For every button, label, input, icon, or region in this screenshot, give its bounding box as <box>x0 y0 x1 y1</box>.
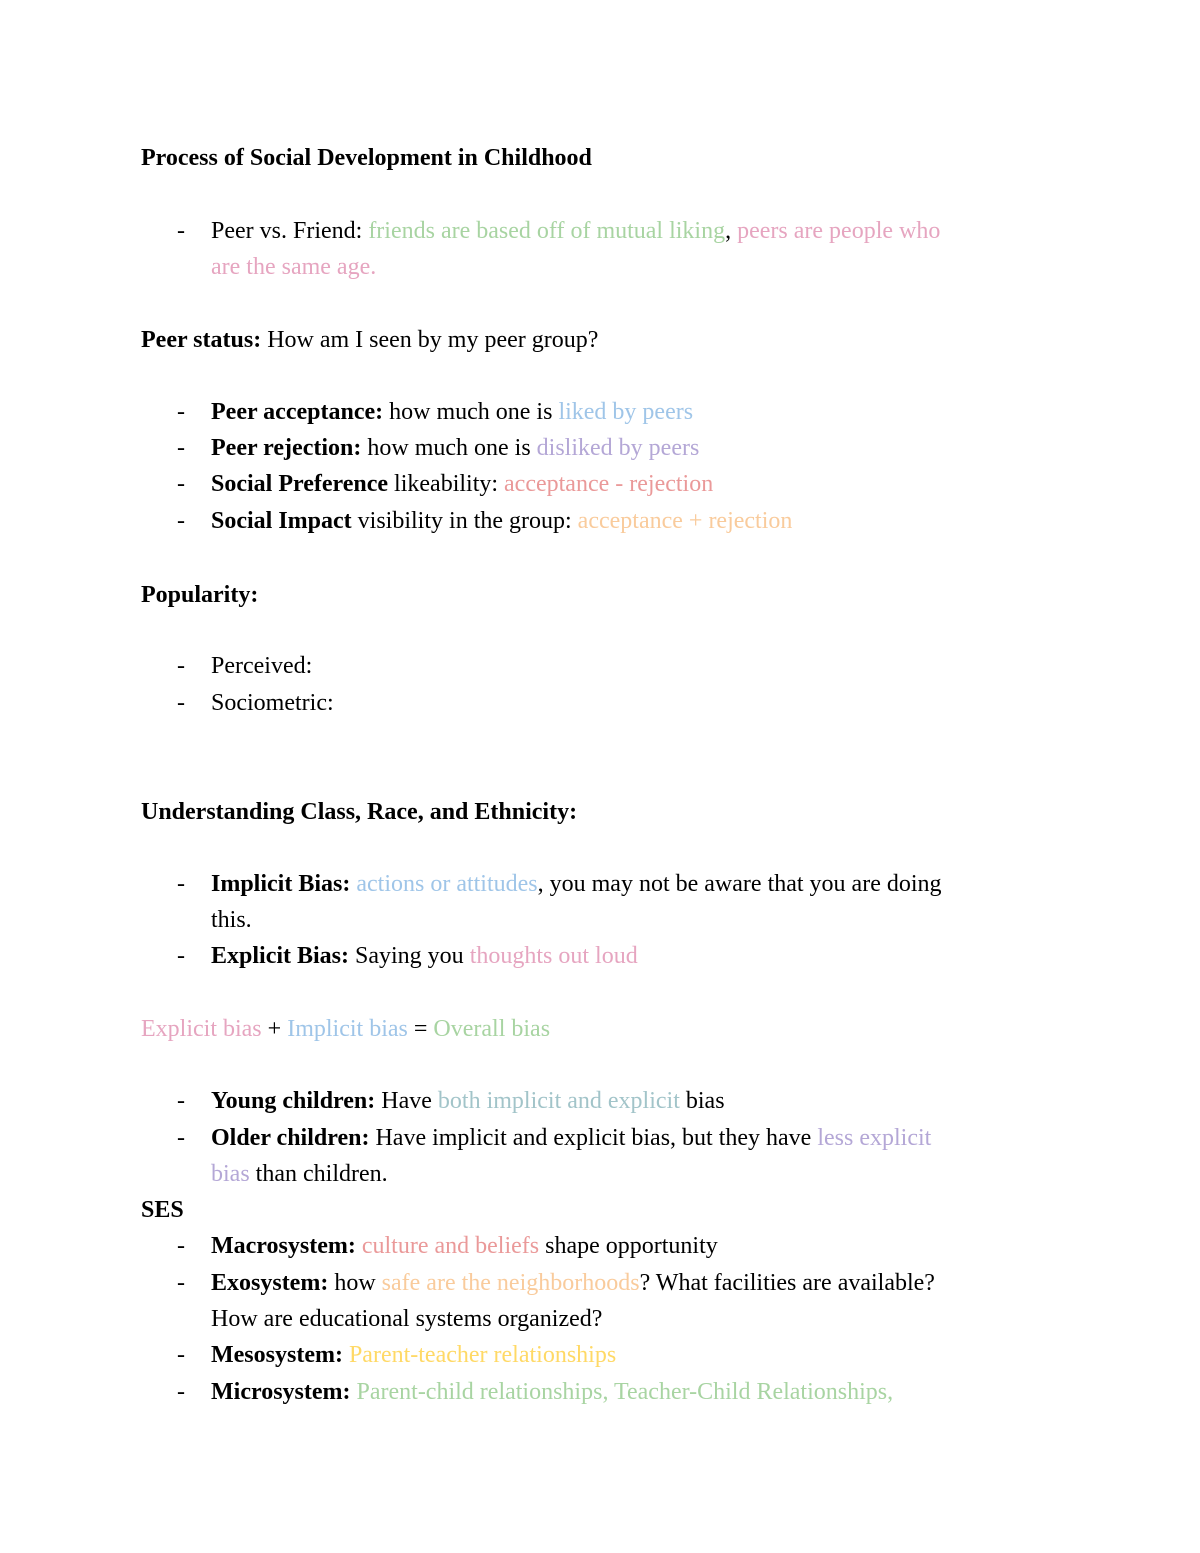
equals-sign: = <box>413 1016 428 1042</box>
peer-status-question: How am I seen by my peer group? <box>267 327 599 353</box>
highlight: disliked by peers <box>536 435 700 461</box>
popularity-heading: Popularity: <box>141 582 259 608</box>
peer-status-heading <box>141 325 598 355</box>
term: Social Preference <box>211 471 389 497</box>
equation-term-a: Explicit bias <box>141 1016 262 1042</box>
peers-definition: peers are people who <box>737 218 941 244</box>
highlight: bias <box>211 1161 250 1187</box>
list-item <box>211 506 792 536</box>
bullet-dash: - <box>177 1270 185 1296</box>
highlight: acceptance - rejection <box>504 471 714 497</box>
term: Peer rejection: <box>211 435 362 461</box>
item-text: ? What facilities are available? <box>639 1270 935 1296</box>
plus-sign: + <box>267 1016 282 1042</box>
item-text: visibility in the group: <box>357 508 572 534</box>
highlight: liked by peers <box>558 399 694 425</box>
friends-definition: friends are based off of mutual liking <box>368 218 726 244</box>
term: Explicit Bias: <box>211 943 350 969</box>
bullet-dash: - <box>177 435 185 461</box>
item-text: shape opportunity <box>545 1233 718 1259</box>
term: Microsystem: <box>211 1379 351 1405</box>
list-item <box>211 1086 725 1116</box>
term: Peer acceptance: <box>211 399 384 425</box>
item-text: , you may not be aware that you are doing <box>537 871 942 897</box>
item-text: Have implicit and explicit bias, but they have <box>375 1125 812 1151</box>
list-item <box>211 469 713 499</box>
peer-friend-item <box>211 216 940 246</box>
ses-heading: SES <box>141 1197 184 1223</box>
item-text: likeability: <box>394 471 499 497</box>
item-text: than children. <box>255 1161 388 1187</box>
item-text: bias <box>685 1088 725 1114</box>
highlight: thoughts out loud <box>469 943 638 969</box>
bullet-dash: - <box>177 653 185 679</box>
highlight: less explicit <box>817 1125 932 1151</box>
bullet-dash: - <box>177 471 185 497</box>
bullet-dash: - <box>177 1342 185 1368</box>
list-item-cont: How are educational systems organized? <box>211 1306 603 1332</box>
equation-result: Overall bias <box>433 1016 551 1042</box>
peers-definition-cont: are the same age. <box>211 254 377 280</box>
bullet-dash: - <box>177 508 185 534</box>
item-text: how much one is <box>389 399 553 425</box>
term: Exosystem: <box>211 1270 329 1296</box>
list-item <box>211 869 942 899</box>
list-item <box>211 397 693 427</box>
bullet-dash: - <box>177 399 185 425</box>
list-item-cont <box>211 1159 388 1189</box>
bullet-dash: - <box>177 218 185 244</box>
term: Young children: <box>211 1088 376 1114</box>
list-item <box>211 1377 893 1407</box>
bullet-dash: - <box>177 1125 185 1151</box>
bullet-dash: - <box>177 1379 185 1405</box>
equation-term-b: Implicit bias <box>287 1016 408 1042</box>
list-item <box>211 1231 718 1261</box>
list-item: Sociometric: <box>211 690 334 716</box>
list-item: Perceived: <box>211 653 313 679</box>
item-text: Saying you <box>355 943 464 969</box>
item-text: how much one is <box>367 435 531 461</box>
item-text: Have <box>381 1088 432 1114</box>
comma: , <box>725 218 732 244</box>
page-title: Process of Social Development in Childhood <box>141 145 592 171</box>
highlight: culture and beliefs <box>361 1233 540 1259</box>
bullet-dash: - <box>177 690 185 716</box>
bullet-dash: - <box>177 871 185 897</box>
highlight: acceptance + rejection <box>577 508 793 534</box>
highlight: both implicit and explicit <box>437 1088 680 1114</box>
list-item <box>211 1340 616 1370</box>
list-item <box>211 433 699 463</box>
bullet-dash: - <box>177 943 185 969</box>
list-item <box>211 1123 931 1153</box>
bias-equation <box>141 1014 550 1044</box>
peer-status-label: Peer status: <box>141 327 262 353</box>
term: Mesosystem: <box>211 1342 343 1368</box>
list-item <box>211 1268 935 1298</box>
peer-friend-label: Peer vs. Friend: <box>211 218 363 244</box>
bullet-dash: - <box>177 1233 185 1259</box>
term: Social Impact <box>211 508 352 534</box>
understanding-heading: Understanding Class, Race, and Ethnicity: <box>141 799 578 825</box>
item-text: how <box>334 1270 376 1296</box>
highlight: Parent-teacher relationships <box>348 1342 617 1368</box>
term: Implicit Bias: <box>211 871 351 897</box>
term: Macrosystem: <box>211 1233 356 1259</box>
highlight: Parent-child relationships, Teacher-Child Relationships, <box>356 1379 894 1405</box>
bullet-dash: - <box>177 1088 185 1114</box>
term: Older children: <box>211 1125 370 1151</box>
highlight: actions or attitudes <box>356 871 538 897</box>
list-item <box>211 941 638 971</box>
highlight: safe are the neighborhoods <box>381 1270 640 1296</box>
list-item-cont: this. <box>211 907 252 933</box>
